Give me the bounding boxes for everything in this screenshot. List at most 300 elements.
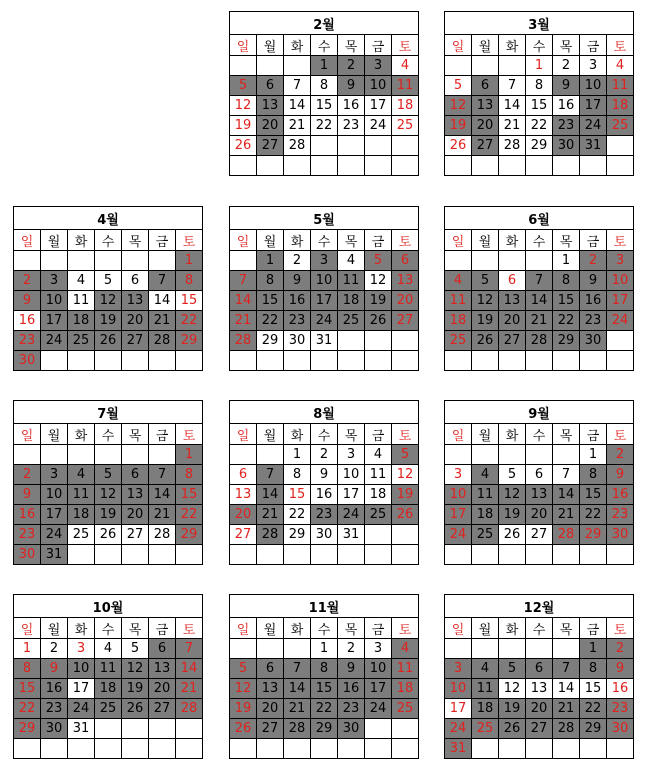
day-cell: 5 [472,271,499,291]
day-cell: 26 [472,331,499,351]
day-cell: 31 [41,545,68,565]
empty-cell [122,739,149,759]
empty-cell [68,445,95,465]
day-cell: 8 [311,659,338,679]
day-cell: 18 [68,311,95,331]
day-cell: 26 [230,136,257,156]
day-cell: 19 [499,699,526,719]
day-cell: 29 [526,136,553,156]
day-cell: 4 [68,271,95,291]
day-cell: 22 [526,116,553,136]
empty-cell [365,525,392,545]
empty-cell [149,445,176,465]
month-title: 12월 [445,595,634,618]
weekday-header: 월 [472,230,499,251]
day-cell: 17 [607,291,634,311]
day-cell: 23 [14,525,41,545]
empty-cell [68,545,95,565]
empty-cell [14,445,41,465]
weekday-header: 월 [41,424,68,445]
day-cell: 4 [445,271,472,291]
day-cell: 15 [176,291,203,311]
day-cell: 28 [176,699,203,719]
day-cell: 6 [149,639,176,659]
day-cell: 11 [472,485,499,505]
day-cell: 10 [365,76,392,96]
day-cell: 25 [338,311,365,331]
day-cell: 17 [445,505,472,525]
empty-cell [365,156,392,176]
empty-cell [257,639,284,659]
weekday-header: 목 [338,618,365,639]
day-cell: 1 [257,251,284,271]
day-cell: 21 [284,699,311,719]
day-cell: 17 [311,291,338,311]
weekday-header: 일 [14,618,41,639]
day-cell: 17 [445,699,472,719]
empty-cell [311,351,338,371]
day-cell: 2 [607,639,634,659]
day-cell: 5 [392,445,419,465]
day-cell: 5 [95,271,122,291]
empty-cell [122,719,149,739]
weekday-header: 토 [607,35,634,56]
day-cell: 12 [122,659,149,679]
weekday-header: 금 [365,230,392,251]
day-cell: 31 [445,739,472,759]
day-cell: 10 [445,485,472,505]
empty-cell [95,739,122,759]
day-cell: 9 [41,659,68,679]
day-cell: 20 [257,116,284,136]
day-cell: 11 [338,271,365,291]
weekday-header: 화 [284,424,311,445]
day-cell: 6 [392,251,419,271]
day-cell: 15 [311,679,338,699]
day-cell: 15 [580,485,607,505]
day-cell: 23 [607,699,634,719]
empty-cell [230,739,257,759]
empty-cell [14,739,41,759]
day-cell: 13 [230,485,257,505]
day-cell: 16 [580,291,607,311]
empty-cell [392,545,419,565]
day-cell: 4 [338,251,365,271]
empty-cell [365,719,392,739]
day-cell: 16 [14,505,41,525]
day-cell: 4 [68,465,95,485]
day-cell: 3 [365,56,392,76]
day-cell: 26 [499,525,526,545]
day-cell: 21 [176,679,203,699]
weekday-header: 화 [499,618,526,639]
empty-cell [607,136,634,156]
day-cell: 23 [14,331,41,351]
day-cell: 25 [472,525,499,545]
day-cell: 3 [68,639,95,659]
day-cell: 14 [284,96,311,116]
day-cell: 24 [365,116,392,136]
empty-cell [392,156,419,176]
empty-cell [230,445,257,465]
day-cell: 22 [580,699,607,719]
day-cell: 17 [365,96,392,116]
day-cell: 30 [311,525,338,545]
empty-cell [338,136,365,156]
day-cell: 29 [580,719,607,739]
day-cell: 25 [365,505,392,525]
weekday-header: 일 [14,424,41,445]
day-cell: 31 [68,719,95,739]
month-calendar [444,594,634,759]
empty-cell [95,251,122,271]
day-cell: 23 [607,505,634,525]
empty-cell [472,445,499,465]
day-cell: 13 [122,485,149,505]
day-cell: 14 [176,659,203,679]
day-cell: 26 [392,505,419,525]
day-cell: 27 [257,136,284,156]
weekday-header: 일 [230,35,257,56]
day-cell: 3 [41,465,68,485]
empty-cell [607,739,634,759]
day-cell: 28 [149,331,176,351]
day-cell: 3 [365,639,392,659]
day-cell: 8 [176,271,203,291]
day-cell: 30 [284,331,311,351]
empty-cell [68,251,95,271]
empty-cell [526,639,553,659]
day-cell: 2 [311,445,338,465]
empty-cell [338,351,365,371]
day-cell: 29 [14,719,41,739]
empty-cell [122,445,149,465]
weekday-header: 토 [392,618,419,639]
day-cell: 27 [526,525,553,545]
day-cell: 28 [230,331,257,351]
empty-cell [365,331,392,351]
day-cell: 28 [149,525,176,545]
empty-cell [14,251,41,271]
empty-cell [149,739,176,759]
month-title: 8월 [230,401,419,424]
day-cell: 9 [311,465,338,485]
day-cell: 19 [472,311,499,331]
weekday-header: 금 [580,35,607,56]
empty-cell [338,156,365,176]
day-cell: 11 [472,679,499,699]
day-cell: 3 [445,659,472,679]
weekday-header: 수 [95,230,122,251]
month-title: 5월 [230,207,419,230]
weekday-header: 토 [607,618,634,639]
day-cell: 20 [122,505,149,525]
day-cell: 9 [580,271,607,291]
weekday-header: 일 [445,424,472,445]
month-calendar [13,206,203,371]
day-cell: 14 [553,679,580,699]
day-cell: 27 [230,525,257,545]
day-cell: 28 [553,525,580,545]
weekday-header: 수 [311,618,338,639]
day-cell: 20 [122,311,149,331]
day-cell: 6 [526,659,553,679]
day-cell: 19 [230,116,257,136]
empty-cell [472,56,499,76]
day-cell: 16 [284,291,311,311]
empty-cell [526,156,553,176]
empty-cell [392,331,419,351]
day-cell: 31 [580,136,607,156]
weekday-header: 수 [95,424,122,445]
day-cell: 25 [68,525,95,545]
day-cell: 3 [41,271,68,291]
day-cell: 13 [257,96,284,116]
day-cell: 9 [284,271,311,291]
empty-cell [176,351,203,371]
day-cell: 4 [365,445,392,465]
day-cell: 27 [122,331,149,351]
empty-cell [472,251,499,271]
day-cell: 3 [311,251,338,271]
day-cell: 27 [526,719,553,739]
day-cell: 14 [149,485,176,505]
day-cell: 10 [607,271,634,291]
empty-cell [230,639,257,659]
day-cell: 1 [311,639,338,659]
day-cell: 21 [553,699,580,719]
day-cell: 30 [607,719,634,739]
day-cell: 2 [284,251,311,271]
day-cell: 12 [230,679,257,699]
day-cell: 23 [311,505,338,525]
day-cell: 31 [338,525,365,545]
weekday-header: 목 [122,618,149,639]
empty-cell [257,351,284,371]
weekday-header: 화 [284,230,311,251]
empty-cell [445,56,472,76]
weekday-header: 금 [365,35,392,56]
day-cell: 11 [607,76,634,96]
day-cell: 20 [257,699,284,719]
day-cell: 26 [95,525,122,545]
weekday-header: 월 [472,35,499,56]
day-cell: 20 [526,699,553,719]
day-cell: 23 [284,311,311,331]
day-cell: 7 [284,76,311,96]
day-cell: 21 [257,505,284,525]
weekday-header: 목 [553,35,580,56]
empty-cell [257,156,284,176]
day-cell: 13 [392,271,419,291]
month-title: 9월 [445,401,634,424]
day-cell: 26 [499,719,526,739]
day-cell: 18 [472,505,499,525]
weekday-header: 목 [338,230,365,251]
empty-cell [176,739,203,759]
month-calendar [229,594,419,759]
empty-cell [580,156,607,176]
weekday-header: 토 [607,230,634,251]
empty-cell [311,156,338,176]
day-cell: 2 [41,639,68,659]
month-title: 4월 [14,207,203,230]
weekday-header: 일 [230,424,257,445]
day-cell: 24 [41,525,68,545]
day-cell: 9 [14,291,41,311]
empty-cell [95,351,122,371]
weekday-header: 일 [14,230,41,251]
empty-cell [499,639,526,659]
day-cell: 5 [230,659,257,679]
day-cell: 2 [607,445,634,465]
empty-cell [445,251,472,271]
day-cell: 13 [122,291,149,311]
day-cell: 19 [95,311,122,331]
empty-cell [338,331,365,351]
empty-cell [230,56,257,76]
day-cell: 25 [392,699,419,719]
day-cell: 1 [14,639,41,659]
day-cell: 16 [607,485,634,505]
empty-cell [68,351,95,371]
weekday-header: 월 [257,618,284,639]
day-cell: 24 [68,699,95,719]
day-cell: 19 [95,505,122,525]
day-cell: 15 [311,96,338,116]
month-calendar [444,206,634,371]
empty-cell [95,545,122,565]
day-cell: 20 [392,291,419,311]
day-cell: 16 [311,485,338,505]
day-cell: 5 [499,465,526,485]
day-cell: 12 [499,485,526,505]
weekday-header: 목 [122,424,149,445]
month-calendar [444,11,634,176]
day-cell: 30 [338,719,365,739]
empty-cell [230,251,257,271]
day-cell: 2 [14,465,41,485]
empty-cell [607,351,634,371]
empty-cell [553,639,580,659]
empty-cell [257,56,284,76]
day-cell: 4 [472,465,499,485]
day-cell: 28 [257,525,284,545]
weekday-header: 화 [284,35,311,56]
day-cell: 20 [499,311,526,331]
day-cell: 6 [257,659,284,679]
weekday-header: 토 [176,424,203,445]
weekday-header: 토 [176,618,203,639]
weekday-header: 화 [499,230,526,251]
day-cell: 1 [553,251,580,271]
empty-cell [284,739,311,759]
day-cell: 24 [338,505,365,525]
empty-cell [338,545,365,565]
empty-cell [284,56,311,76]
day-cell: 18 [445,311,472,331]
empty-cell [41,739,68,759]
day-cell: 8 [580,659,607,679]
empty-cell [392,351,419,371]
weekday-header: 수 [526,424,553,445]
day-cell: 22 [14,699,41,719]
month-calendar [13,594,203,759]
weekday-header: 화 [284,618,311,639]
day-cell: 27 [499,331,526,351]
empty-cell [526,251,553,271]
day-cell: 12 [95,291,122,311]
empty-cell [553,739,580,759]
day-cell: 22 [257,311,284,331]
day-cell: 30 [553,136,580,156]
day-cell: 2 [14,271,41,291]
day-cell: 6 [526,465,553,485]
day-cell: 7 [526,271,553,291]
day-cell: 7 [149,271,176,291]
empty-cell [176,545,203,565]
weekday-header: 금 [580,230,607,251]
day-cell: 22 [553,311,580,331]
day-cell: 3 [338,445,365,465]
empty-cell [365,351,392,371]
day-cell: 12 [472,291,499,311]
empty-cell [284,639,311,659]
day-cell: 26 [365,311,392,331]
day-cell: 6 [122,465,149,485]
day-cell: 28 [526,331,553,351]
month-calendar [13,400,203,565]
day-cell: 4 [392,56,419,76]
day-cell: 17 [365,679,392,699]
day-cell: 13 [499,291,526,311]
day-cell: 26 [445,136,472,156]
day-cell: 6 [122,271,149,291]
day-cell: 11 [392,659,419,679]
day-cell: 11 [68,291,95,311]
empty-cell [499,156,526,176]
weekday-header: 토 [392,230,419,251]
empty-cell [365,136,392,156]
day-cell: 5 [122,639,149,659]
empty-cell [122,251,149,271]
day-cell: 9 [14,485,41,505]
empty-cell [472,639,499,659]
day-cell: 27 [149,699,176,719]
day-cell: 21 [553,505,580,525]
empty-cell [499,251,526,271]
month-calendar [229,400,419,565]
empty-cell [445,351,472,371]
day-cell: 1 [176,251,203,271]
day-cell: 1 [176,445,203,465]
day-cell: 24 [445,719,472,739]
day-cell: 4 [392,639,419,659]
day-cell: 18 [392,96,419,116]
day-cell: 14 [149,291,176,311]
day-cell: 13 [526,679,553,699]
empty-cell [284,351,311,371]
empty-cell [230,545,257,565]
day-cell: 29 [257,331,284,351]
empty-cell [526,351,553,371]
day-cell: 7 [284,659,311,679]
empty-cell [176,719,203,739]
day-cell: 5 [95,465,122,485]
day-cell: 12 [445,96,472,116]
day-cell: 15 [284,485,311,505]
day-cell: 7 [149,465,176,485]
